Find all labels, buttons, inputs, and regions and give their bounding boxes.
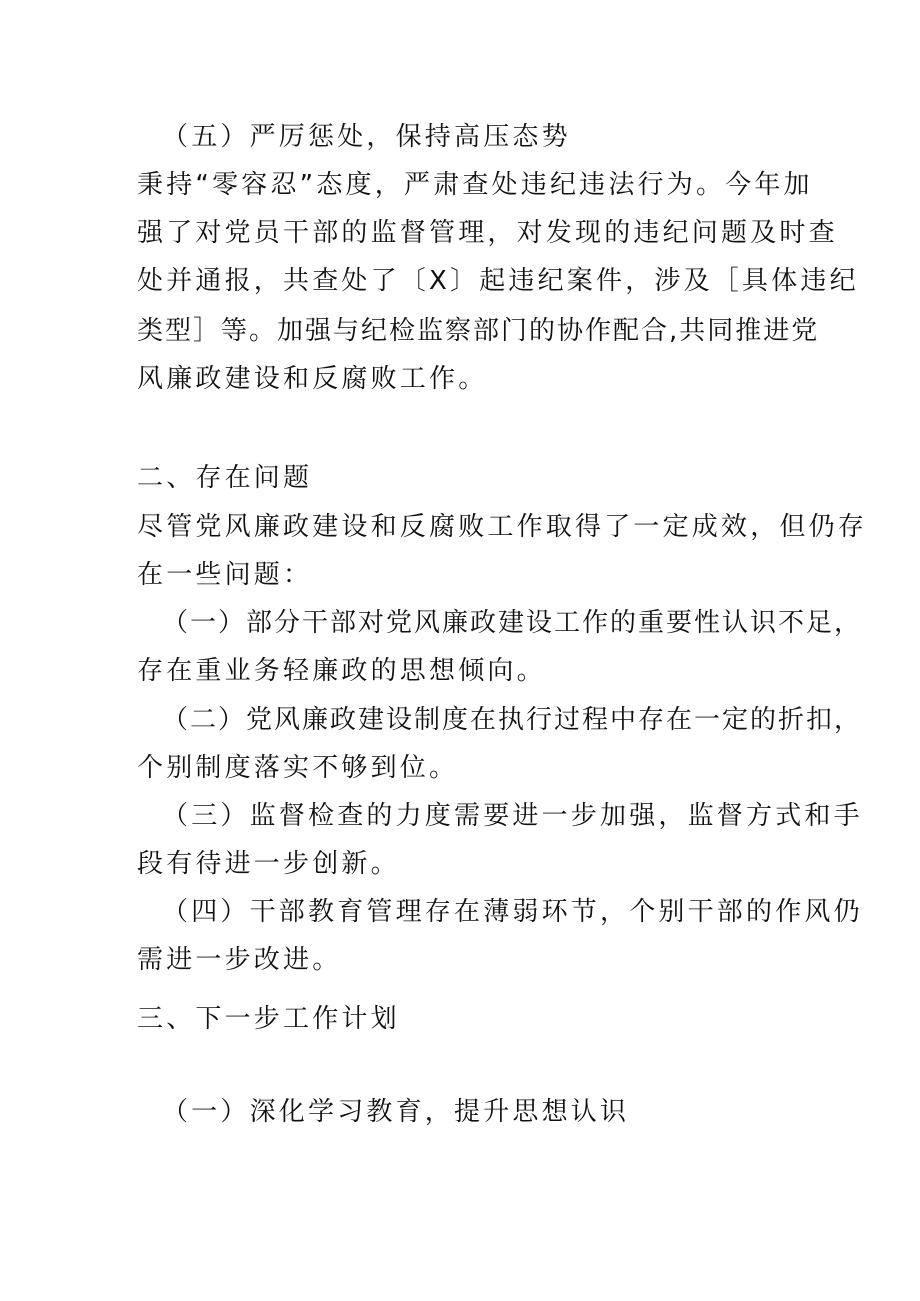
issue-item-3: （三）监督检查的力度需要进一步加强，监督方式和手: [162, 801, 863, 831]
issue-item-3-cont: 段有待进一步创新。: [137, 849, 400, 879]
section-three-subheading: （一）深化学习教育，提升思想认识: [162, 1097, 630, 1127]
paragraph-line: 尽管党风廉政建设和反腐败工作取得了一定成效，但仍存: [137, 512, 868, 542]
paragraph-line: 秉持“零容忍”态度，严肃查处违纪违法行为。今年加: [137, 170, 813, 200]
section-three-heading: 三、下一步工作计划: [137, 1004, 400, 1034]
issue-item-2-cont: 个别制度落实不够到位。: [137, 753, 459, 783]
issue-item-2: （二）党风廉政建设制度在执行过程中存在一定的折扣，: [162, 705, 863, 735]
issue-item-1: （一）部分干部对党风廉政建设工作的重要性认识不足，: [162, 608, 863, 638]
paragraph-line: 在一些问题：: [137, 560, 313, 590]
issue-item-1-cont: 存在重业务轻廉政的思想倾向。: [137, 656, 546, 686]
section-five-heading: （五）严厉惩处，保持高压态势: [162, 122, 571, 152]
section-two-heading: 二、存在问题: [137, 463, 313, 493]
issue-item-4: （四）干部教育管理存在薄弱环节，个别干部的作风仍: [162, 897, 863, 927]
paragraph-line: 风廉政建设和反腐败工作。: [137, 364, 488, 394]
paragraph-line: 类型］等。加强与纪检监察部门的协作配合,共同推进党: [137, 316, 820, 346]
paragraph-line: 处并通报，共查处了〔X〕起违纪案件，涉及［具体违纪: [137, 266, 859, 296]
paragraph-line: 强了对党员干部的监督管理，对发现的违纪问题及时查: [137, 218, 838, 248]
issue-item-4-cont: 需进一步改进。: [137, 945, 342, 975]
